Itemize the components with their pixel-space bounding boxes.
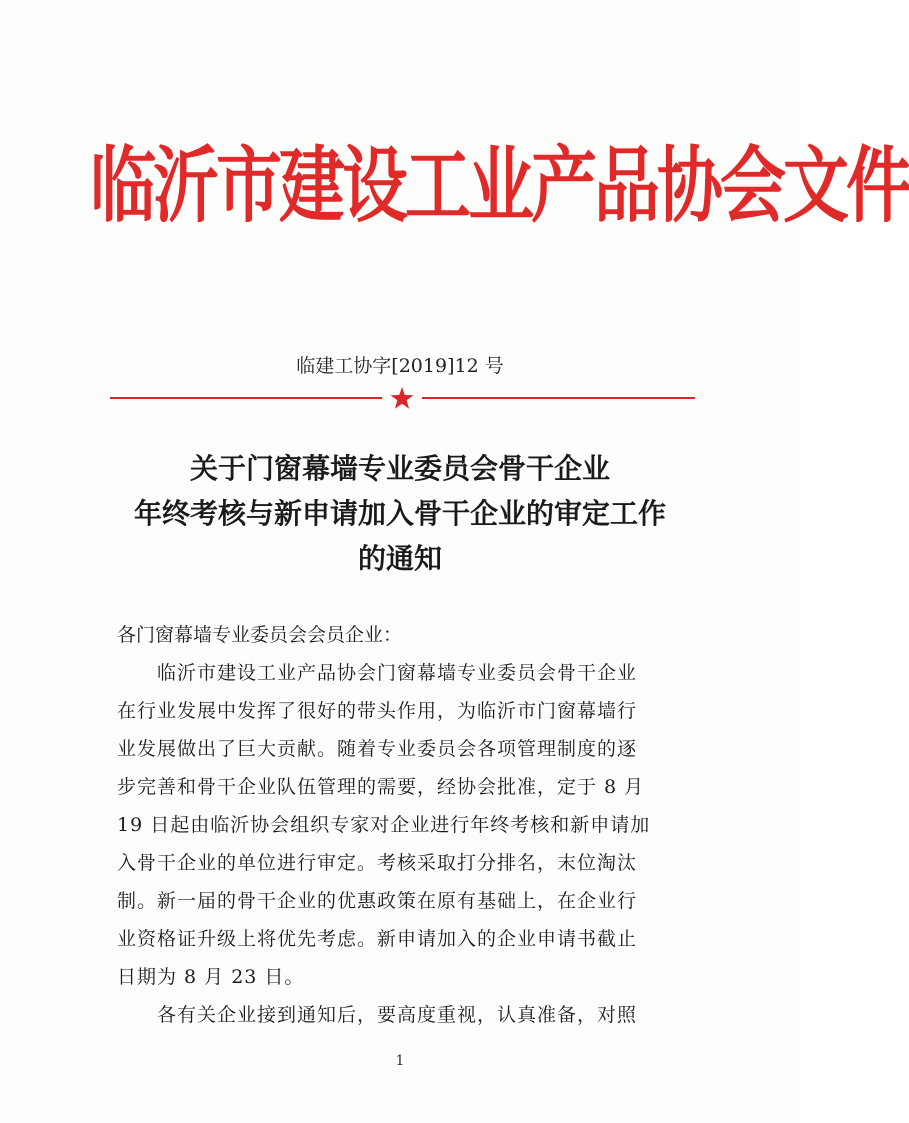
header-divider (110, 387, 695, 409)
salutation: 各门窗幕墙专业委员会会员企业： (117, 624, 403, 646)
body-line: 业资格证升级上将优先考虑。新申请加入的企业申请书截止 (117, 928, 638, 950)
body-line: 临沂市建设工业产品协会门窗幕墙专业委员会骨干企业 (157, 662, 638, 684)
notice-title-line-2: 年终考核与新申请加入骨干企业的审定工作 (133, 497, 666, 530)
star-icon (390, 387, 414, 409)
body-line: 制。新一届的骨干企业的优惠政策在原有基础上，在企业行 (117, 890, 638, 912)
body-line: 在行业发展中发挥了很好的带头作用，为临沂市门窗幕墙行 (117, 700, 638, 722)
body-line: 19 日起由临沂协会组织专家对企业进行年终考核和新申请加 (117, 814, 651, 836)
organization-header: 临沂市建设工业产品协会文件 (90, 136, 909, 234)
body-line: 入骨干企业的单位进行审定。考核采取打分排名，末位淘汰 (117, 852, 638, 874)
notice-title-line-1: 关于门窗幕墙专业委员会骨干企业 (189, 452, 610, 485)
body-line: 业发展做出了巨大贡献。随着专业委员会各项管理制度的逐 (117, 738, 638, 760)
divider-line-left (110, 397, 382, 399)
document-number: 临建工协字[2019]12 号 (296, 355, 504, 377)
page-number: 1 (395, 1053, 405, 1069)
notice-title-line-3: 的通知 (357, 542, 442, 575)
body-line: 各有关企业接到通知后，要高度重视，认真准备，对照 (157, 1004, 638, 1026)
body-line: 日期为 8 月 23 日。 (117, 966, 305, 988)
body-line: 步完善和骨干企业队伍管理的需要，经协会批准，定于 8 月 (117, 776, 645, 798)
divider-line-right (422, 397, 695, 399)
